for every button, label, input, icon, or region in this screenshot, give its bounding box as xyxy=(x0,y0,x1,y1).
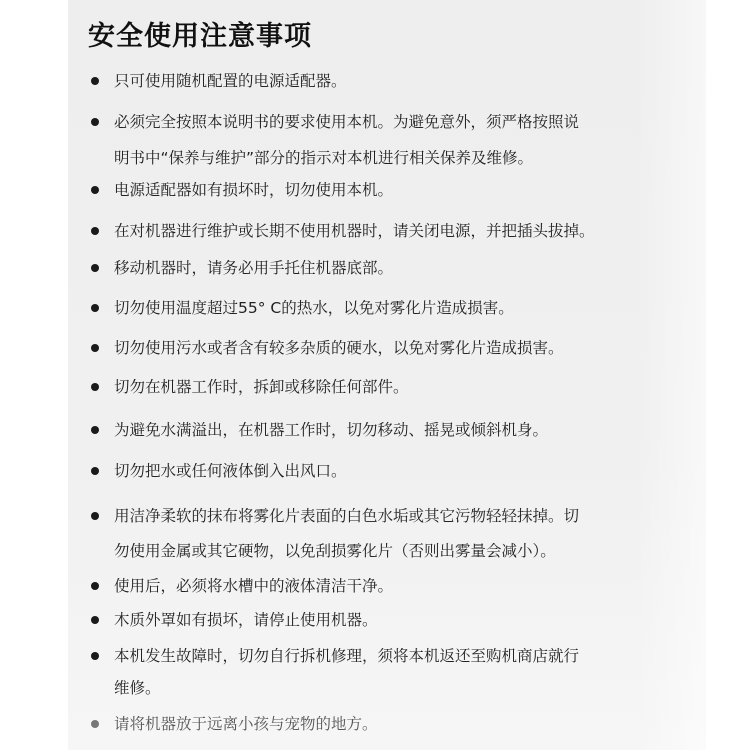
page-title: 安全使用注意事项 xyxy=(88,21,312,52)
bullet-icon xyxy=(91,652,99,660)
bullet-icon xyxy=(91,186,99,194)
item-text: 在对机器进行维护或长期不使用机器时，请关闭电源，并把插头拔掉。 xyxy=(114,222,595,240)
item-text-continued: 维修。 xyxy=(114,679,161,697)
bullet-icon xyxy=(91,426,99,434)
item-text: 木质外罩如有损坏，请停止使用机器。 xyxy=(114,611,378,629)
item-text: 必须完全按照本说明书的要求使用本机。为避免意外，须严格按照说 xyxy=(114,113,580,131)
bullet-icon xyxy=(91,467,99,475)
bullet-icon xyxy=(91,118,99,126)
item-text: 切勿使用温度超过55° C的热水，以免对雾化片造成损害。 xyxy=(114,299,514,317)
bullet-icon xyxy=(91,264,99,272)
bullet-icon xyxy=(91,77,99,85)
bullet-icon xyxy=(91,512,99,520)
item-text: 用洁净柔软的抹布将雾化片表面的白色水垢或其它污物轻轻抹掉。切 xyxy=(114,507,580,525)
bullet-icon xyxy=(91,616,99,624)
item-text-continued: 明书中“保养与维护”部分的指示对本机进行相关保养及维修。 xyxy=(114,149,534,167)
item-text: 请将机器放于远离小孩与宠物的地方。 xyxy=(114,715,378,733)
item-text-continued: 勿使用金属或其它硬物，以免刮损雾化片（否则出雾量会减小）。 xyxy=(114,542,556,560)
item-text: 为避免水满溢出，在机器工作时，切勿移动、摇晃或倾斜机身。 xyxy=(114,421,549,439)
item-text: 使用后，必须将水槽中的液体清洁干净。 xyxy=(114,577,394,595)
bullet-icon xyxy=(91,227,99,235)
document-page xyxy=(68,0,706,750)
bullet-icon xyxy=(91,344,99,352)
item-text: 切勿把水或任何液体倒入出风口。 xyxy=(114,462,347,480)
item-text: 电源适配器如有损坏时，切勿使用本机。 xyxy=(114,181,394,199)
item-text: 切勿使用污水或者含有较多杂质的硬水，以免对雾化片造成损害。 xyxy=(114,339,564,357)
item-text: 本机发生故障时，切勿自行拆机修理，须将本机返还至购机商店就行 xyxy=(114,647,580,665)
bullet-icon xyxy=(91,720,99,728)
bullet-icon xyxy=(91,383,99,391)
item-text: 移动机器时，请务必用手托住机器底部。 xyxy=(114,259,394,277)
bullet-icon xyxy=(91,304,99,312)
item-text: 只可使用随机配置的电源适配器。 xyxy=(114,72,347,90)
item-text: 切勿在机器工作时，拆卸或移除任何部件。 xyxy=(114,378,409,396)
bullet-icon xyxy=(91,582,99,590)
